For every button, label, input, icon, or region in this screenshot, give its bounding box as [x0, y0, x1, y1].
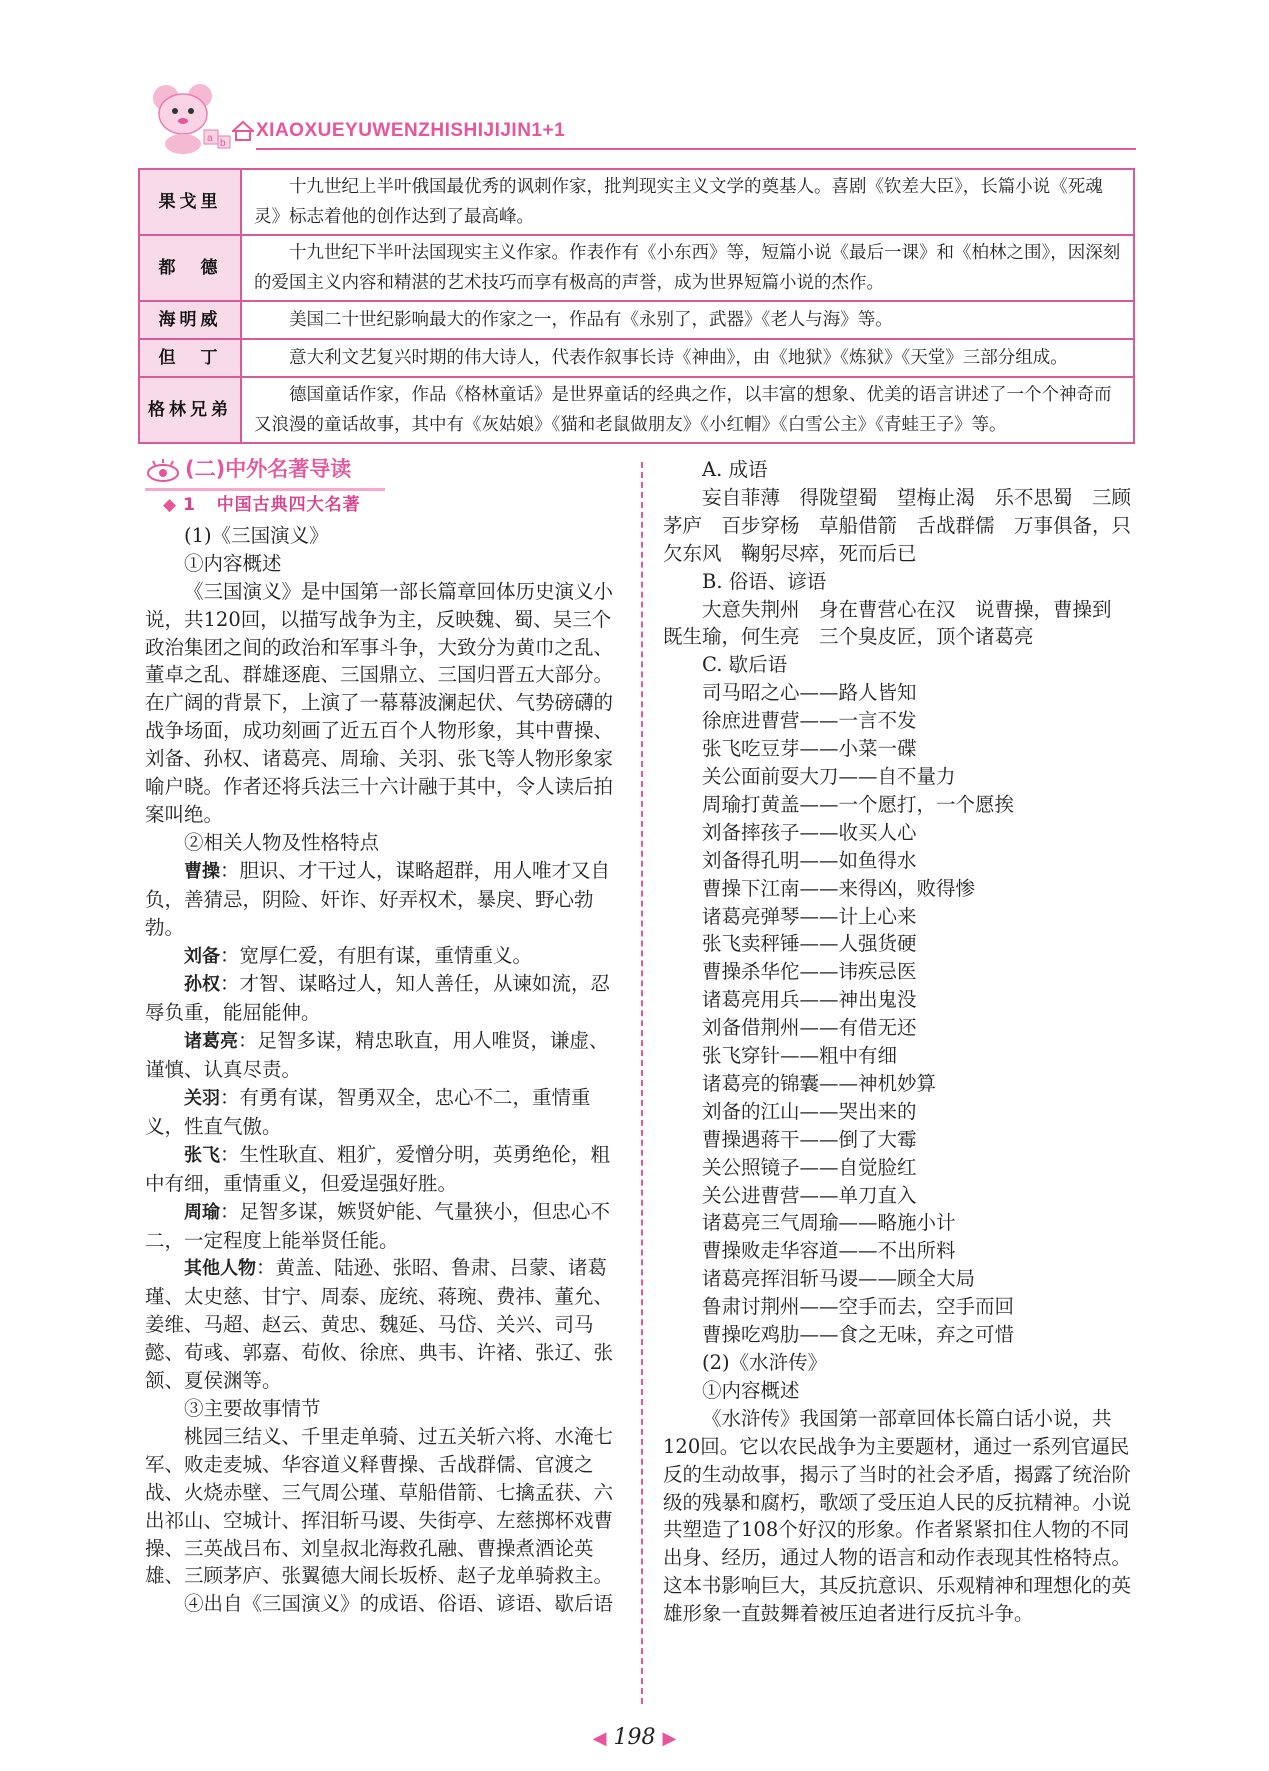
list-item: 诸葛亮用兵——神出鬼没 [702, 988, 917, 1012]
section-underline [145, 488, 385, 491]
page-number [0, 1725, 1269, 1750]
character-name: 曹操 [184, 860, 220, 882]
list-item: 诸葛亮的锦囊——神机妙算 [702, 1071, 937, 1095]
character-name: 其他人物 [184, 1258, 256, 1280]
list-item: 鲁肃讨荆州——空手而去，空手而回 [702, 1295, 1015, 1319]
author-name: 果戈里 [139, 169, 241, 235]
left-column [145, 456, 623, 1618]
character-desc: ：足智多谋，嫉贤妒能、气量狭小，但忠心不二，一定程度上能举贤任能。 [145, 1199, 611, 1252]
block-a: a [207, 133, 213, 144]
author-name: 海明威 [139, 301, 241, 339]
character-entry [145, 1084, 623, 1141]
character-entry [145, 970, 623, 1027]
list-item: 刘备得孔明——如鱼得水 [702, 848, 917, 872]
heading-overview: ①内容概述 [702, 1378, 800, 1402]
table-row [139, 377, 1134, 443]
list-item: 关公进曹营——单刀直入 [702, 1183, 917, 1207]
author-desc: 德国童话作家，作品《格林童话》是世界童话的经典之作，以丰富的想象、优美的语言讲述了一个个神奇而又浪漫的童话故事，其中有《灰姑娘》《猫和老鼠做朋友》《小红帽》《白雪公主》《青蛙王子》等。 [241, 377, 1134, 443]
overview-paragraph: 《水浒传》我国第一部章回体长篇白话小说，共120回。它以农民战争为主要题材，通过一系列官逼民反的生动故事，揭示了当时的社会矛盾，揭露了统治阶级的残暴和腐朽，歌颂了受压迫人民的反抗精神。小说共塑造了108个好汉的形象。作者紧紧扣住人物的不同出身、经历，通过人物的语言和动作表现其性格特点。这本书影响巨大，其反抗意识、乐观精神和理想化的英雄形象一直鼓舞着被压迫者进行反抗斗争。 [663, 1406, 1132, 1626]
table-row [139, 235, 1134, 301]
list-item: 刘备摔孩子——收买人心 [702, 820, 917, 844]
header-rule [256, 148, 1136, 150]
list-item: 曹操吃鸡肋——食之无味，弃之可惜 [702, 1323, 1015, 1347]
character-desc: ：胆识、才干过人，谋略超群，用人唯才又自负，善猜忌，阴险、奸诈、好弄权术，暴戾、野心勃勃。 [145, 858, 611, 939]
block-b: b [220, 138, 226, 149]
author-name: 都 德 [139, 235, 241, 301]
character-desc: ：宽厚仁爱，有胆有谋，重情重义。 [220, 943, 533, 967]
list-item: 张飞穿针——粗中有细 [702, 1044, 898, 1068]
character-entry [145, 1141, 623, 1198]
list-item: 徐庶进曹营——一言不发 [702, 709, 917, 733]
heading-overview: ①内容概述 [184, 551, 282, 575]
author-desc: 美国二十世纪影响最大的作家之一，作品有《永别了，武器》《老人与海》等。 [241, 301, 1134, 339]
character-name: 诸葛亮 [184, 1031, 238, 1053]
author-desc: 十九世纪上半叶俄国最优秀的讽刺作家，批判现实主义文学的奠基人。喜剧《钦差大臣》，长篇小说《死魂灵》标志着他的创作达到了最高峰。 [241, 169, 1134, 235]
list-item: 诸葛亮三气周瑜——略施小计 [702, 1211, 956, 1235]
right-arrow-icon: ▶ [662, 1728, 677, 1749]
table-row [139, 301, 1134, 339]
list-item: 张飞吃豆芽——小菜一碟 [702, 737, 917, 761]
list-item: 曹操遇蒋干——倒了大霉 [702, 1127, 917, 1151]
list-item: 关公照镜子——自觉脸红 [702, 1155, 917, 1179]
diamond-icon: ◆ [163, 495, 178, 515]
character-entry [145, 857, 623, 942]
mascot-mouse-icon [138, 78, 233, 156]
character-desc: ：生性耿直、粗犷，爱憎分明，英勇绝伦，粗中有细，重情重义，但爱逞强好胜。 [145, 1142, 611, 1195]
list-item: 曹操败走华容道——不出所料 [702, 1239, 956, 1263]
character-name: 关羽 [184, 1088, 220, 1110]
column-divider [641, 462, 643, 1704]
list-item: 关公面前耍大刀——自不量力 [702, 764, 956, 788]
character-entry [145, 1027, 623, 1084]
work-title: (2)《水浒传》 [702, 1351, 828, 1374]
table-row [139, 339, 1134, 377]
character-desc: ：黄盖、陆逊、张昭、鲁肃、吕蒙、诸葛瑾、太史慈、甘宁、周泰、庞统、蒋琬、费祎、董允、姜维、马超、赵云、黄忠、魏延、马岱、关兴、司马懿、荀彧、郭嘉、荀攸、徐庶、典韦、许褚、张辽、张颔、夏侯渊等。 [145, 1256, 614, 1393]
heading-characters: ②相关人物及性格特点 [184, 830, 380, 854]
house-icon [232, 120, 254, 142]
heading-sayings: ④出自《三国演义》的成语、俗语、谚语、歇后语 [184, 1592, 614, 1616]
character-entry [145, 942, 623, 971]
section-heading [145, 456, 623, 486]
label-xiehouyu: C. 歇后语 [702, 653, 788, 677]
label-idioms: A. 成语 [702, 458, 768, 481]
list-item: 诸葛亮弹琴——计上心来 [702, 904, 917, 928]
list-item: 诸葛亮挥泪斩马谡——顾全大局 [702, 1267, 976, 1291]
list-item: 刘备的江山——哭出来的 [702, 1099, 917, 1123]
sayings-paragraph: 大意失荆州 身在曹营心在汉 说曹操，曹操到 既生瑜，何生亮 三个臭皮匠，顶个诸葛亮 [663, 597, 1132, 649]
work-title: (1)《三国演义》 [184, 523, 329, 547]
character-name: 刘备 [184, 945, 220, 967]
subsection-number: 1 [183, 495, 196, 515]
list-item: 曹操下江南——来得凶，败得惨 [702, 876, 976, 900]
label-sayings: B. 俗语、谚语 [702, 569, 827, 593]
authors-table [138, 168, 1135, 444]
character-entry [145, 1254, 623, 1395]
author-desc: 意大利文艺复兴时期的伟大诗人，代表作叙事长诗《神曲》，由《地狱》《炼狱》《天堂》三部分组成。 [241, 339, 1134, 377]
page-number-text: 198 [613, 1725, 656, 1750]
subsection-title: 中国古典四大名著 [216, 495, 361, 515]
list-item: 刘备借荆州——有借无还 [702, 1016, 917, 1040]
list-item: 张飞卖秤锤——人强货硬 [702, 932, 917, 956]
left-arrow-icon: ◀ [592, 1728, 607, 1749]
eye-icon [145, 458, 181, 484]
header-title: XIAOXUEYUWENZHISHIJIJIN1+1 [256, 120, 566, 141]
character-name: 周瑜 [184, 1201, 220, 1223]
list-item: 司马昭之心——路人皆知 [702, 681, 917, 705]
list-item: 周瑜打黄盖——一个愿打，一个愿挨 [702, 792, 1015, 816]
page-header [138, 78, 1138, 158]
overview-paragraph: 《三国演义》是中国第一部长篇章回体历史演义小说，共120回，以描写战争为主，反映魏、蜀、吴三个政治集团之间的政治和军事斗争，大致分为黄巾之乱、董卓之乱、群雄逐鹿、三国鼎立、三国归晋五大部分。在广阔的背景下，上演了一幕幕波澜起伏、气势磅礴的战争场面，成功刻画了近五百个人物形象，其中曹操、刘备、孙权、诸葛亮、周瑜、关羽、张飞等人物形象家喻户晓。作者还将兵法三十六计融于其中，令人读后拍案叫绝。 [145, 579, 614, 826]
character-entry [145, 1198, 623, 1255]
idioms-paragraph: 妄自菲薄 得陇望蜀 望梅止渴 乐不思蜀 三顾茅庐 百步穿杨 草船借箭 舌战群儒 万事俱备，只欠东风 鞠躬尽瘁，死而后已 [663, 485, 1132, 565]
heading-stories: ③主要故事情节 [184, 1397, 321, 1420]
stories-paragraph: 桃园三结义、千里走单骑、过五关斩六将、水淹七军、败走麦城、华容道义释曹操、舌战群儒、官渡之战、火烧赤壁、三气周公瑾、草船借箭、七擒孟获、六出祁山、空城计、挥泪斩马谡、失街亭、左慈掷杯戏曹操、三英战吕布、刘皇叔北海救孔融、曹操煮酒论英雄、三顾茅庐、张翼德大闹长坂桥、赵子龙单骑救主。 [145, 1424, 614, 1588]
subsection-heading [145, 492, 623, 520]
author-desc: 十九世纪下半叶法国现实主义作家。作表作有《小东西》等，短篇小说《最后一课》和《柏林之围》，因深刻的爱国主义内容和精湛的艺术技巧而享有极高的声誉，成为世界短篇小说的杰作。 [241, 235, 1134, 301]
xiehouyu-list [663, 679, 1141, 1349]
table-row [139, 169, 1134, 235]
author-name: 但 丁 [139, 339, 241, 377]
character-name: 张飞 [184, 1144, 220, 1166]
character-desc: ：才智、谋略过人，知人善任，从谏如流，忍辱负重，能屈能伸。 [145, 972, 611, 1025]
character-desc: ：足智多谋，精忠耿直，用人唯贤，谦虚、谨慎、认真尽责。 [145, 1029, 609, 1082]
character-name: 孙权 [184, 974, 220, 996]
section-title: (二)中外名著导读 [185, 457, 352, 481]
character-desc: ：有勇有谋，智勇双全，忠心不二，重情重义，性直气傲。 [145, 1086, 591, 1138]
list-item: 曹操杀华佗——讳疾忌医 [702, 960, 917, 984]
right-column [663, 456, 1141, 1628]
author-name: 格林兄弟 [139, 377, 241, 443]
